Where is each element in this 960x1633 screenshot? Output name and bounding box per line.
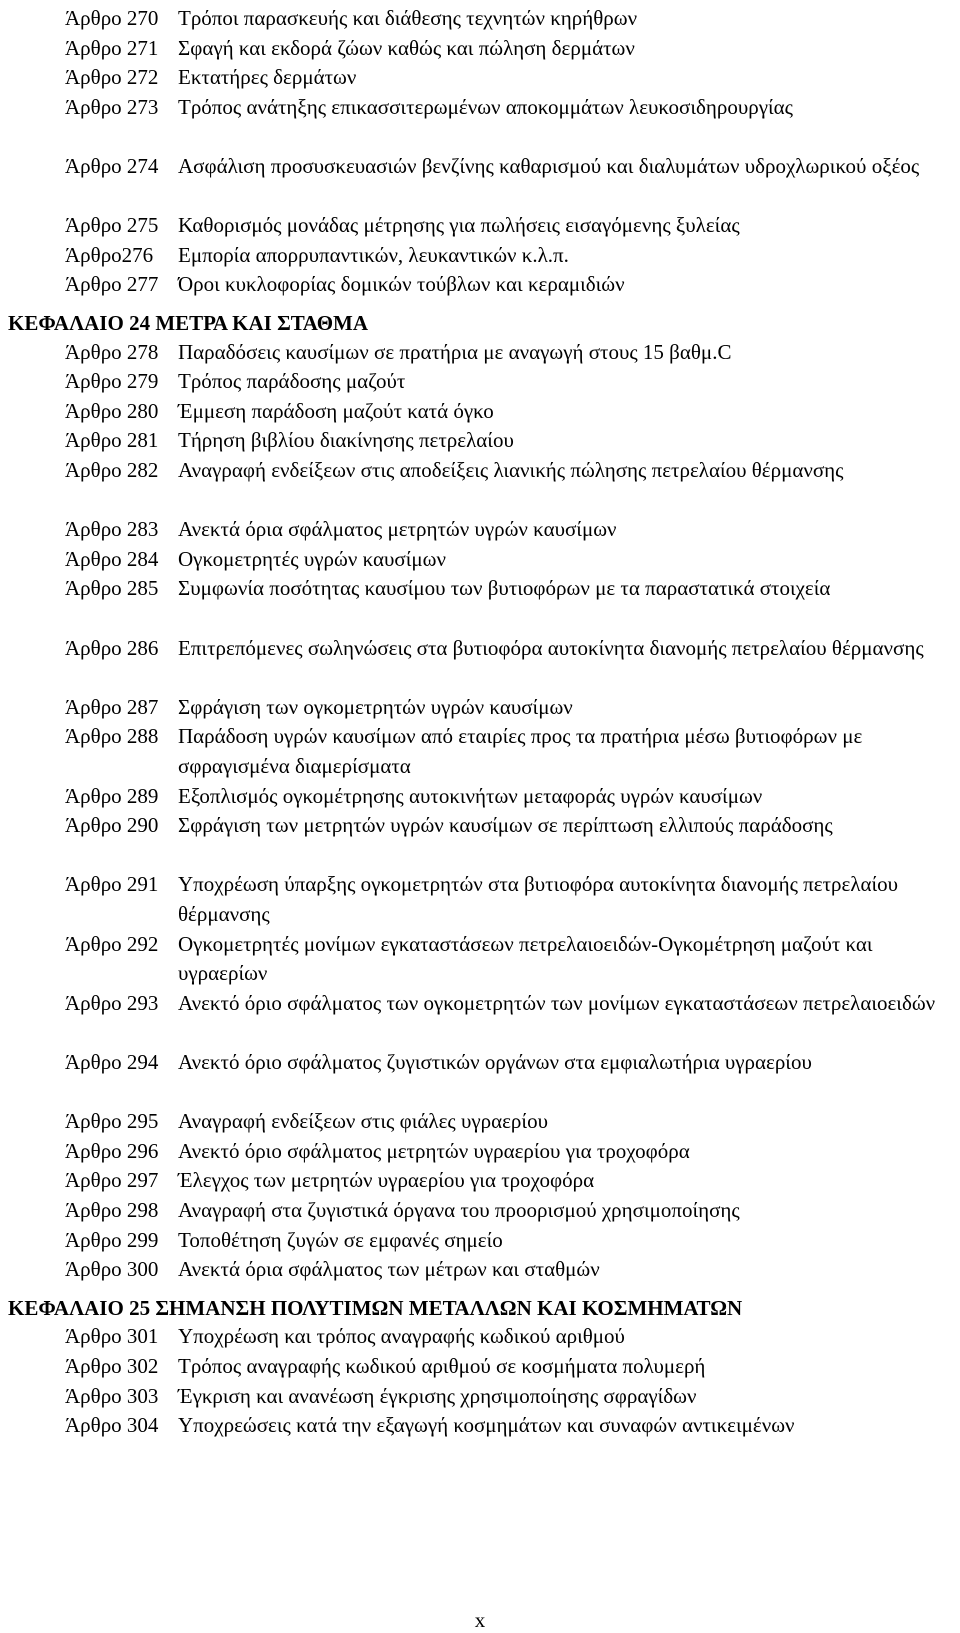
article-entry [65, 63, 960, 93]
article-entry [65, 811, 960, 841]
article-title: Σφαγή και εκδορά ζώων καθώς και πώληση δερμάτων [178, 35, 635, 60]
article-title: Έμμεση παράδοση μαζούτ κατά όγκο [178, 398, 494, 423]
chapter-heading: ΚΕΦΑΛΑΙΟ 24 ΜΕΤΡΑ ΚΑΙ ΣΤΑΘΜΑ [8, 311, 369, 335]
article-number: Άρθρο 298 [65, 1198, 159, 1222]
article-title: Αναγραφή ενδείξεων στις αποδείξεις λιανικής πώλησης πετρελαίου θέρμανσης [178, 458, 844, 482]
article-number: Άρθρο 291 [65, 872, 159, 897]
article-title: Όροι κυκλοφορίας δομικών τούβλων και κεραμιδιών [178, 272, 625, 297]
article-number: Άρθρο 300 [65, 1257, 159, 1282]
article-entry [65, 1196, 960, 1226]
article-title: Υποχρέωση και τρόπος αναγραφής κωδικού αριθμού [178, 1324, 625, 1349]
article-entry [65, 574, 960, 604]
article-number: Άρθρο 281 [65, 428, 159, 453]
article-title: Ασφάλιση προσυσκευασιών βενζίνης καθαρισμού και διαλυμάτων υδροχλωρικού οξέος [178, 154, 920, 178]
article-number: Άρθρο 286 [65, 635, 159, 660]
article-entry [65, 93, 960, 123]
article-entry [65, 1411, 960, 1441]
article-title: Τρόπος παράδοσης μαζούτ [178, 369, 406, 394]
article-title: Εμπορία απορρυπαντικών, λευκαντικών κ.λ.π. [178, 242, 569, 267]
article-title: Παράδοση υγρών καυσίμων από εταιρίες προς τα πρατήρια μέσω βυτιοφόρων με σφραγισμένα διαμερίσματα [178, 724, 863, 778]
article-number: Άρθρο276 [65, 242, 154, 267]
article-entry [65, 397, 960, 427]
article-title: Παραδόσεις καυσίμων σε πρατήρια με αναγωγή στους 15 βαθμ.C [178, 339, 732, 364]
article-title: Επιτρεπόμενες σωληνώσεις στα βυτιοφόρα αυτοκίνητα διανομής πετρελαίου θέρμανσης [178, 635, 924, 660]
article-entry [65, 1226, 960, 1256]
article-title: Συμφωνία ποσότητας καυσίμου των βυτιοφόρων με τα παραστατικά στοιχεία [178, 576, 831, 601]
article-number: Άρθρο 274 [65, 154, 159, 178]
article-number: Άρθρο 273 [65, 94, 159, 119]
article-entry [65, 211, 960, 241]
article-title: Ανεκτά όρια σφάλματος μετρητών υγρών καυσίμων [178, 517, 617, 542]
article-number: Άρθρο 294 [65, 1050, 159, 1074]
article-entry [65, 270, 960, 300]
article-number: Άρθρο 296 [65, 1138, 159, 1163]
article-entry [65, 782, 960, 812]
article-entry [65, 338, 960, 368]
article-entry [65, 367, 960, 397]
article-entry [65, 456, 960, 486]
article-number: Άρθρο 288 [65, 724, 159, 749]
article-entry [65, 4, 960, 34]
article-entry [65, 1255, 960, 1285]
article-title: Αναγραφή ενδείξεων στις φιάλες υγραερίου [178, 1109, 548, 1134]
article-number: Άρθρο 297 [65, 1168, 159, 1193]
article-title: Ογκομετρητές υγρών καυσίμων [178, 546, 446, 571]
article-number: Άρθρο 277 [65, 272, 159, 297]
article-title: Τήρηση βιβλίου διακίνησης πετρελαίου [178, 428, 514, 453]
article-entry [65, 870, 960, 929]
article-entry [65, 722, 960, 781]
article-number: Άρθρο 287 [65, 694, 159, 719]
article-entry [65, 515, 960, 545]
page-number: x [474, 1608, 486, 1632]
article-number: Άρθρο 301 [65, 1324, 159, 1349]
article-entry [65, 1107, 960, 1137]
article-number: Άρθρο 293 [65, 990, 159, 1015]
article-title: Έγκριση και ανανέωση έγκρισης χρησιμοποίησης σφραγίδων [178, 1383, 697, 1408]
article-entry [65, 693, 960, 723]
article-number: Άρθρο 289 [65, 783, 159, 808]
article-number: Άρθρο 295 [65, 1109, 159, 1134]
article-number: Άρθρο 292 [65, 931, 159, 956]
article-title: Έλεγχος των μετρητών υγραερίου για τροχοφόρα [178, 1168, 595, 1193]
article-title: Ανεκτό όριο σφάλματος ζυγιστικών οργάνων στα εμφιαλωτήρια υγραερίου [178, 1050, 812, 1074]
article-number: Άρθρο 279 [65, 369, 159, 394]
article-number: Άρθρο 285 [65, 576, 159, 601]
article-number: Άρθρο 282 [65, 458, 159, 482]
article-number: Άρθρο 275 [65, 213, 159, 238]
article-entry [65, 930, 960, 989]
article-entry [65, 545, 960, 575]
article-title: Υποχρεώσεις κατά την εξαγωγή κοσμημάτων και συναφών αντικειμένων [178, 1413, 795, 1438]
article-title: Ανεκτό όριο σφάλματος των ογκομετρητών των μονίμων εγκαταστάσεων πετρελαιοειδών [178, 990, 936, 1015]
article-title: Εκτατήρες δερμάτων [178, 65, 357, 90]
article-number: Άρθρο 303 [65, 1383, 159, 1408]
article-title: Εξοπλισμός ογκομέτρησης αυτοκινήτων μεταφοράς υγρών καυσίμων [178, 783, 763, 808]
article-number: Άρθρο 284 [65, 546, 159, 571]
article-title: Αναγραφή στα ζυγιστικά όργανα του προορισμού χρησιμοποίησης [178, 1198, 740, 1222]
article-title: Τρόπος ανάτηξης επικασσιτερωμένων αποκομμάτων λευκοσιδηρουργίας [178, 94, 793, 119]
article-title: Σφράγιση των ογκομετρητών υγρών καυσίμων [178, 694, 573, 719]
article-title: Τοποθέτηση ζυγών σε εμφανές σημείο [178, 1227, 503, 1252]
article-number: Άρθρο 272 [65, 65, 159, 90]
article-number: Άρθρο 270 [65, 6, 159, 30]
article-number: Άρθρο 302 [65, 1354, 159, 1378]
article-entry [65, 1382, 960, 1412]
article-entry [65, 1137, 960, 1167]
article-entry [65, 1166, 960, 1196]
article-number: Άρθρο 283 [65, 517, 159, 542]
article-number: Άρθρο 299 [65, 1227, 159, 1252]
article-title: Καθορισμός μονάδας μέτρησης για πωλήσεις εισαγόμενης ξυλείας [178, 213, 740, 238]
article-entry [65, 989, 960, 1019]
article-entry [65, 241, 960, 271]
article-entry [65, 1048, 960, 1078]
article-entry [65, 152, 960, 182]
article-title: Ανεκτό όριο σφάλματος μετρητών υγραερίου για τροχοφόρα [178, 1138, 690, 1163]
chapter-heading: ΚΕΦΑΛΑΙΟ 25 ΣΗΜΑΝΣΗ ΠΟΛΥΤΙΜΩΝ ΜΕΤΑΛΛΩΝ ΚΑΙ ΚΟΣΜΗΜΑΤΩΝ [8, 1295, 743, 1320]
article-title: Τρόπος αναγραφής κωδικού αριθμού σε κοσμήματα πολυμερή [178, 1354, 706, 1378]
article-entry [65, 34, 960, 64]
article-entry [65, 634, 960, 664]
article-number: Άρθρο 304 [65, 1413, 159, 1438]
article-number: Άρθρο 271 [65, 35, 159, 60]
article-number: Άρθρο 290 [65, 813, 159, 838]
article-entry [65, 1322, 960, 1352]
article-title: Τρόποι παρασκευής και διάθεσης τεχνητών κηρήθρων [178, 6, 638, 30]
article-number: Άρθρο 278 [65, 339, 159, 364]
article-entry [65, 1352, 960, 1382]
article-title: Ογκομετρητές μονίμων εγκαταστάσεων πετρελαιοειδών-Ογκομέτρηση μαζούτ και υγραερίων [178, 931, 873, 986]
article-title: Ανεκτά όρια σφάλματος των μέτρων και σταθμών [178, 1257, 600, 1282]
article-number: Άρθρο 280 [65, 398, 159, 423]
article-title: Υποχρέωση ύπαρξης ογκομετρητών στα βυτιοφόρα αυτοκίνητα διανομής πετρελαίου θέρμανσης [178, 872, 899, 926]
article-title: Σφράγιση των μετρητών υγρών καυσίμων σε περίπτωση ελλιπούς παράδοσης [178, 813, 833, 838]
article-entry [65, 426, 960, 456]
